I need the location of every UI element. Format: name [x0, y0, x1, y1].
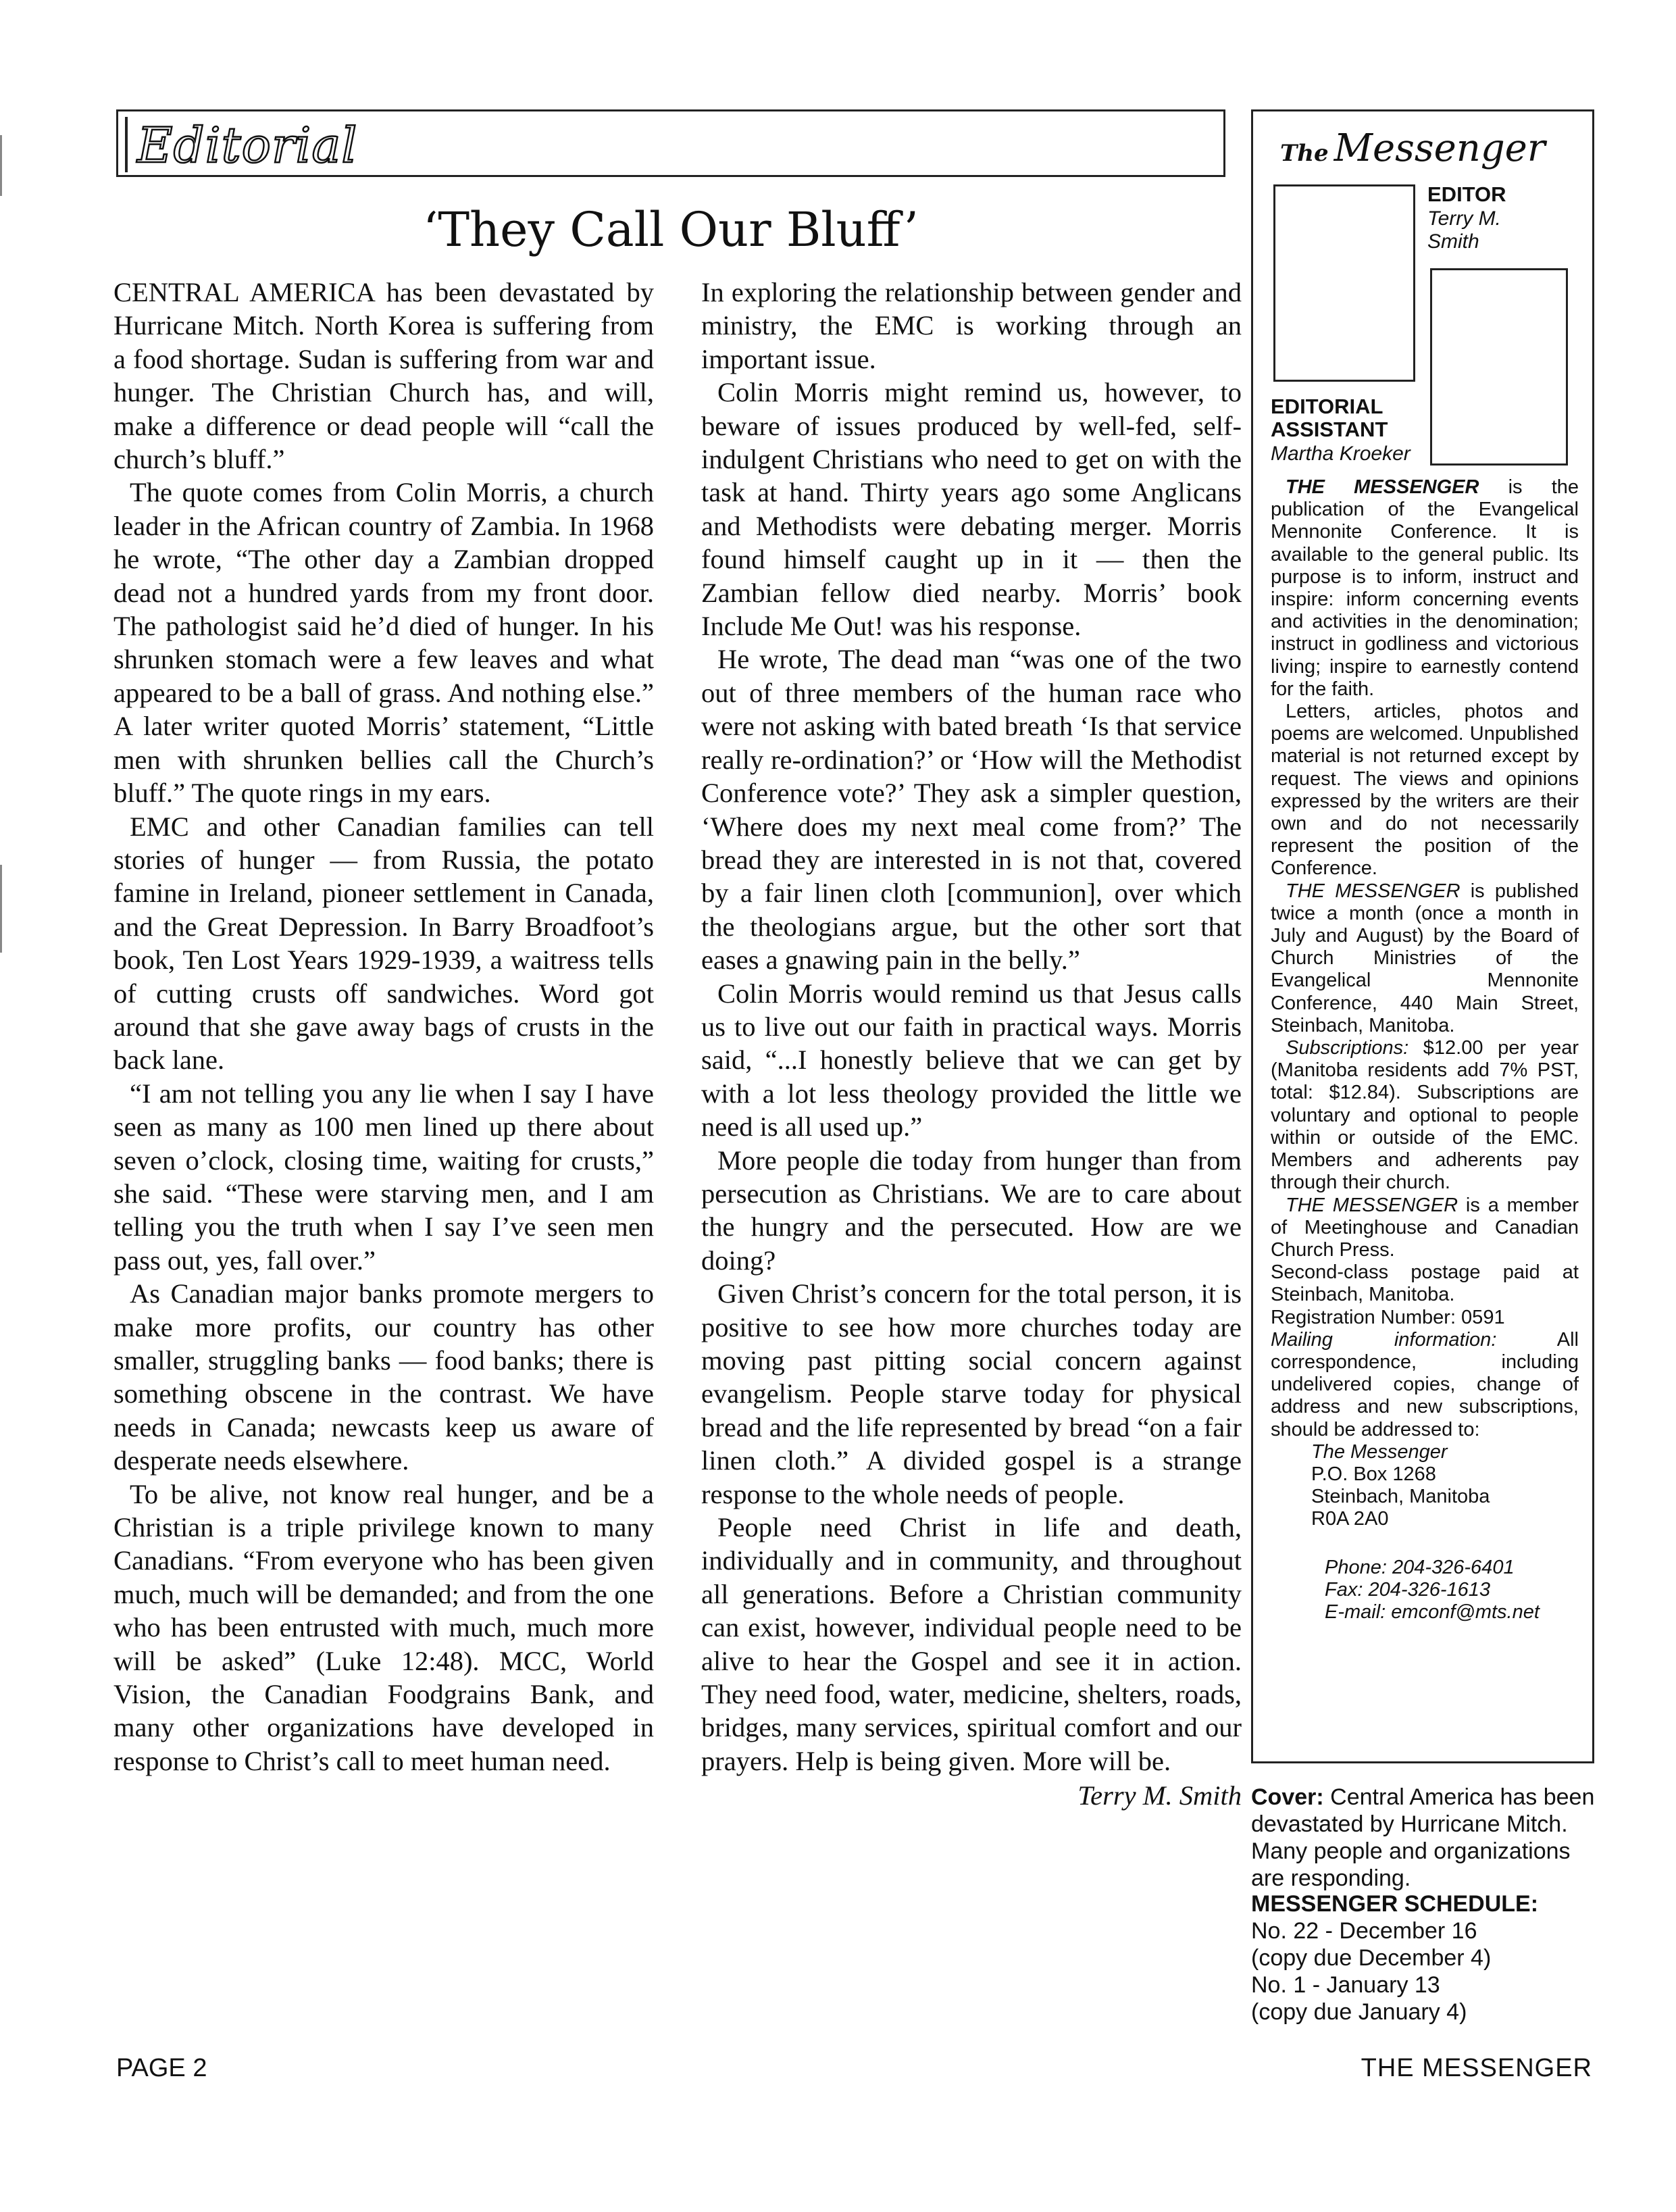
info-paragraph — [1271, 476, 1579, 701]
paragraph: As Canadian major banks promote mergers to make more profits, our country has other smaller, struggling banks — food banks; there is something obscene in the contrast. We have needs in Canada; newcasts keep us aware of desperate needs elsewhere. — [113, 1278, 654, 1476]
info-paragraph — [1271, 1195, 1579, 1262]
info-text: $12.00 per year (Manitoba residents add 7% PST, total: $12.84). Subscriptions are voluntary and optional to people within or outside of the EMC. Members and adherents pay through their church. — [1271, 1037, 1579, 1194]
masthead-title — [1280, 126, 1546, 170]
info-lead: THE MESSENGER — [1286, 1194, 1458, 1216]
margin-mark-2 — [0, 865, 2, 953]
cover-text: Central America has been devastated by Hurricane Mitch. Many people and organizations are responding. — [1251, 1784, 1595, 1891]
masthead-name: Messenger — [1334, 126, 1546, 170]
info-paragraph — [1271, 1329, 1579, 1441]
assistant-role-line2: ASSISTANT — [1271, 418, 1388, 441]
page-number: PAGE 2 — [116, 2054, 207, 2082]
assistant-role-line1: EDITORIAL — [1271, 395, 1383, 418]
info-paragraph: Second-class postage paid at Steinbach, Manitoba. — [1271, 1261, 1579, 1306]
paragraph: People need Christ in life and death, individually and in community, and throughout all generations. Before a Christian community can exist, however, individual people need to be alive to hear the Gospel and see it in action. They need food, water, medicine, shelters, roads, bridges, many services, spiritual comfort and our prayers. Help is being given. More will be. — [701, 1512, 1242, 1776]
info-text: All correspondence, including undelivered copies, change of address and new subscriptions, should be addressed to: — [1271, 1328, 1579, 1440]
paragraph: Colin Morris might remind us, however, to beware of issues produced by well-fed, self-indulgent Christians who need to get on with the task at hand. Thirty years ago some Anglicans and Methodists were debating merger. Morris found himself caught up in it — then the Zambian fellow died nearby. Morris’ book Include Me Out! was his response. — [701, 377, 1242, 642]
author-signature: Terry M. Smith — [1077, 1780, 1242, 1811]
schedule-line: (copy due January 4) — [1251, 1999, 1467, 2025]
fax-number: Fax: 204-326-1613 — [1325, 1578, 1491, 1601]
cover-label: Cover: — [1251, 1784, 1324, 1810]
cover-caption — [1251, 1784, 1602, 1892]
info-text: is published twice a month (once a month in July and August) by the Board of Church Ministries of the Evangelical Mennonite Conference, 440 Main Street, Steinbach, Manitoba. — [1271, 880, 1579, 1036]
schedule-title: MESSENGER SCHEDULE: — [1251, 1891, 1539, 1917]
paragraph: CENTRAL AMERICA has been devastated by Hurricane Mitch. North Korea is suffering from a food shortage. Sudan is suffering from war and hunger. The Christian Church has, and will, make a difference or dead people will “call the church’s bluff.” — [113, 277, 654, 475]
margin-mark-1 — [0, 135, 2, 196]
info-paragraph — [1271, 880, 1579, 1037]
paragraph: Given Christ’s concern for the total person, it is positive to see how more churches today are moving past pitting social concern against evangelism. People starve today for physical bread and the life represented by bread “on a fair linen cloth.” A divided gospel is a strange response to the whole needs of people. — [701, 1278, 1242, 1509]
assistant-name: Martha Kroeker — [1271, 443, 1411, 465]
editorial-banner — [116, 109, 1225, 177]
info-lead: THE MESSENGER — [1286, 880, 1461, 902]
article-column-2 — [701, 276, 1242, 1813]
paragraph: In exploring the relationship between gender and ministry, the EMC is working through an important issue. — [701, 277, 1242, 374]
editor-photo — [1273, 184, 1415, 382]
paragraph: The quote comes from Colin Morris, a church leader in the African country of Zambia. In 1968 he wrote, “The other day a Zambian dropped dead not a hundred yards from my front door. The pathologist said he’d died of hunger. In his shrunken stomach were a few leaves and what appeared to be a ball of grass. And nothing else.” A later writer quoted Morris’ statement, “Little men with shrunken bellies call the Church’s bluff.” The quote rings in my ears. — [113, 477, 654, 809]
info-text: is the publication of the Evangelical Mennonite Conference. It is available to the general public. Its purpose is to inform, instruct and inspire: inform concerning events and activities in the denomination; instruct in godliness and victorious living; inspire to earnestly contend for the faith. — [1271, 476, 1579, 700]
article-column-1 — [113, 276, 654, 1778]
schedule-line: No. 1 - January 13 — [1251, 1972, 1440, 1998]
address-line: R0A 2A0 — [1311, 1508, 1389, 1530]
editor-role: EDITOR — [1427, 182, 1506, 206]
footer-publication: THE MESSENGER — [1361, 2054, 1592, 2082]
info-paragraph: Letters, articles, photos and poems are welcomed. Unpublished material is not returned except by request. The views and opinions expressed by the writers are their own and do not necessarily represent the position of the Conference. — [1271, 701, 1579, 880]
contact-info — [1325, 1557, 1579, 1624]
masthead-sidebar — [1251, 109, 1594, 1763]
paragraph: Colin Morris would remind us that Jesus calls us to live out our faith in practical ways. Morris said, “...I honestly believe that we can get by with a lot less theology provided the little we need is all used up.” — [701, 978, 1242, 1142]
section-label: Editorial — [137, 117, 358, 174]
paragraph: He wrote, The dead man “was one of the two out of three members of the human race who were not asking with bated breath ‘Is that service really re-ordination?’ or ‘How will the Methodist Conference vote?’ They ask a simpler question, ‘Where does my next meal come from?’ The bread they are interested in is not that, covered by a fair linen cloth [communion], over which the theologians argue, but the other sort that eases a gnawing pain in the belly.” — [701, 644, 1242, 976]
paragraph: More people die today from hunger than from persecution as Christians. We are to care about the hungry and the persecuted. How are we doing? — [701, 1145, 1242, 1276]
schedule-line: (copy due December 4) — [1251, 1945, 1492, 1971]
messenger-schedule — [1251, 1890, 1602, 2026]
paragraph: To be alive, not know real hunger, and be a Christian is a triple privilege known to many Canadians. “From everyone who has been given much, much will be demanded; and from the one who has been entrusted with much, much more will be asked” (Luke 12:48). MCC, World Vision, the Canadian Foodgrains Bank, and many other organizations have developed in response to Christ’s call to meet human need. — [113, 1478, 654, 1776]
headline: ‘They Call Our Bluff’ — [423, 202, 919, 257]
info-lead: Subscriptions: — [1286, 1037, 1409, 1059]
info-lead: THE MESSENGER — [1286, 476, 1479, 498]
address-line: The Messenger — [1311, 1440, 1448, 1463]
paragraph: EMC and other Canadian families can tell stories of hunger — from Russia, the potato famine in Ireland, pioneer settlement in Canada, and the Great Depression. In Barry Broadfoot’s book, Ten Lost Years 1929-1939, a waitress tells of cutting crusts off sandwiches. Word got around that she gave away bags of crusts in the back lane. — [113, 811, 654, 1076]
info-lead: Mailing information: — [1271, 1328, 1497, 1351]
schedule-line: No. 22 - December 16 — [1251, 1918, 1477, 1944]
info-text: is a member of Meetinghouse and Canadian Church Press. — [1271, 1194, 1579, 1261]
editor-name-line2: Smith — [1427, 230, 1479, 253]
phone-number: Phone: 204-326-6401 — [1325, 1556, 1515, 1578]
assistant-photo — [1430, 268, 1568, 466]
paragraph: “I am not telling you any lie when I say I have seen as many as 100 men lined up there about seven o’clock, closing time, waiting for crusts,” she said. “These were starving men, and I am telling you the truth when I say I’ve seen men pass out, yes, fall over.” — [113, 1078, 654, 1276]
info-paragraph: Registration Number: 0591 — [1271, 1306, 1505, 1328]
editor-name-line1: Terry M. — [1427, 207, 1501, 230]
info-paragraph — [1271, 1037, 1579, 1194]
masthead-the: The — [1280, 140, 1329, 167]
email-address: E-mail: emconf@mts.net — [1325, 1601, 1540, 1623]
publication-info — [1271, 476, 1579, 1624]
address-line: P.O. Box 1268 — [1311, 1463, 1436, 1485]
banner-tick — [125, 117, 128, 172]
address-line: Steinbach, Manitoba — [1311, 1486, 1490, 1508]
